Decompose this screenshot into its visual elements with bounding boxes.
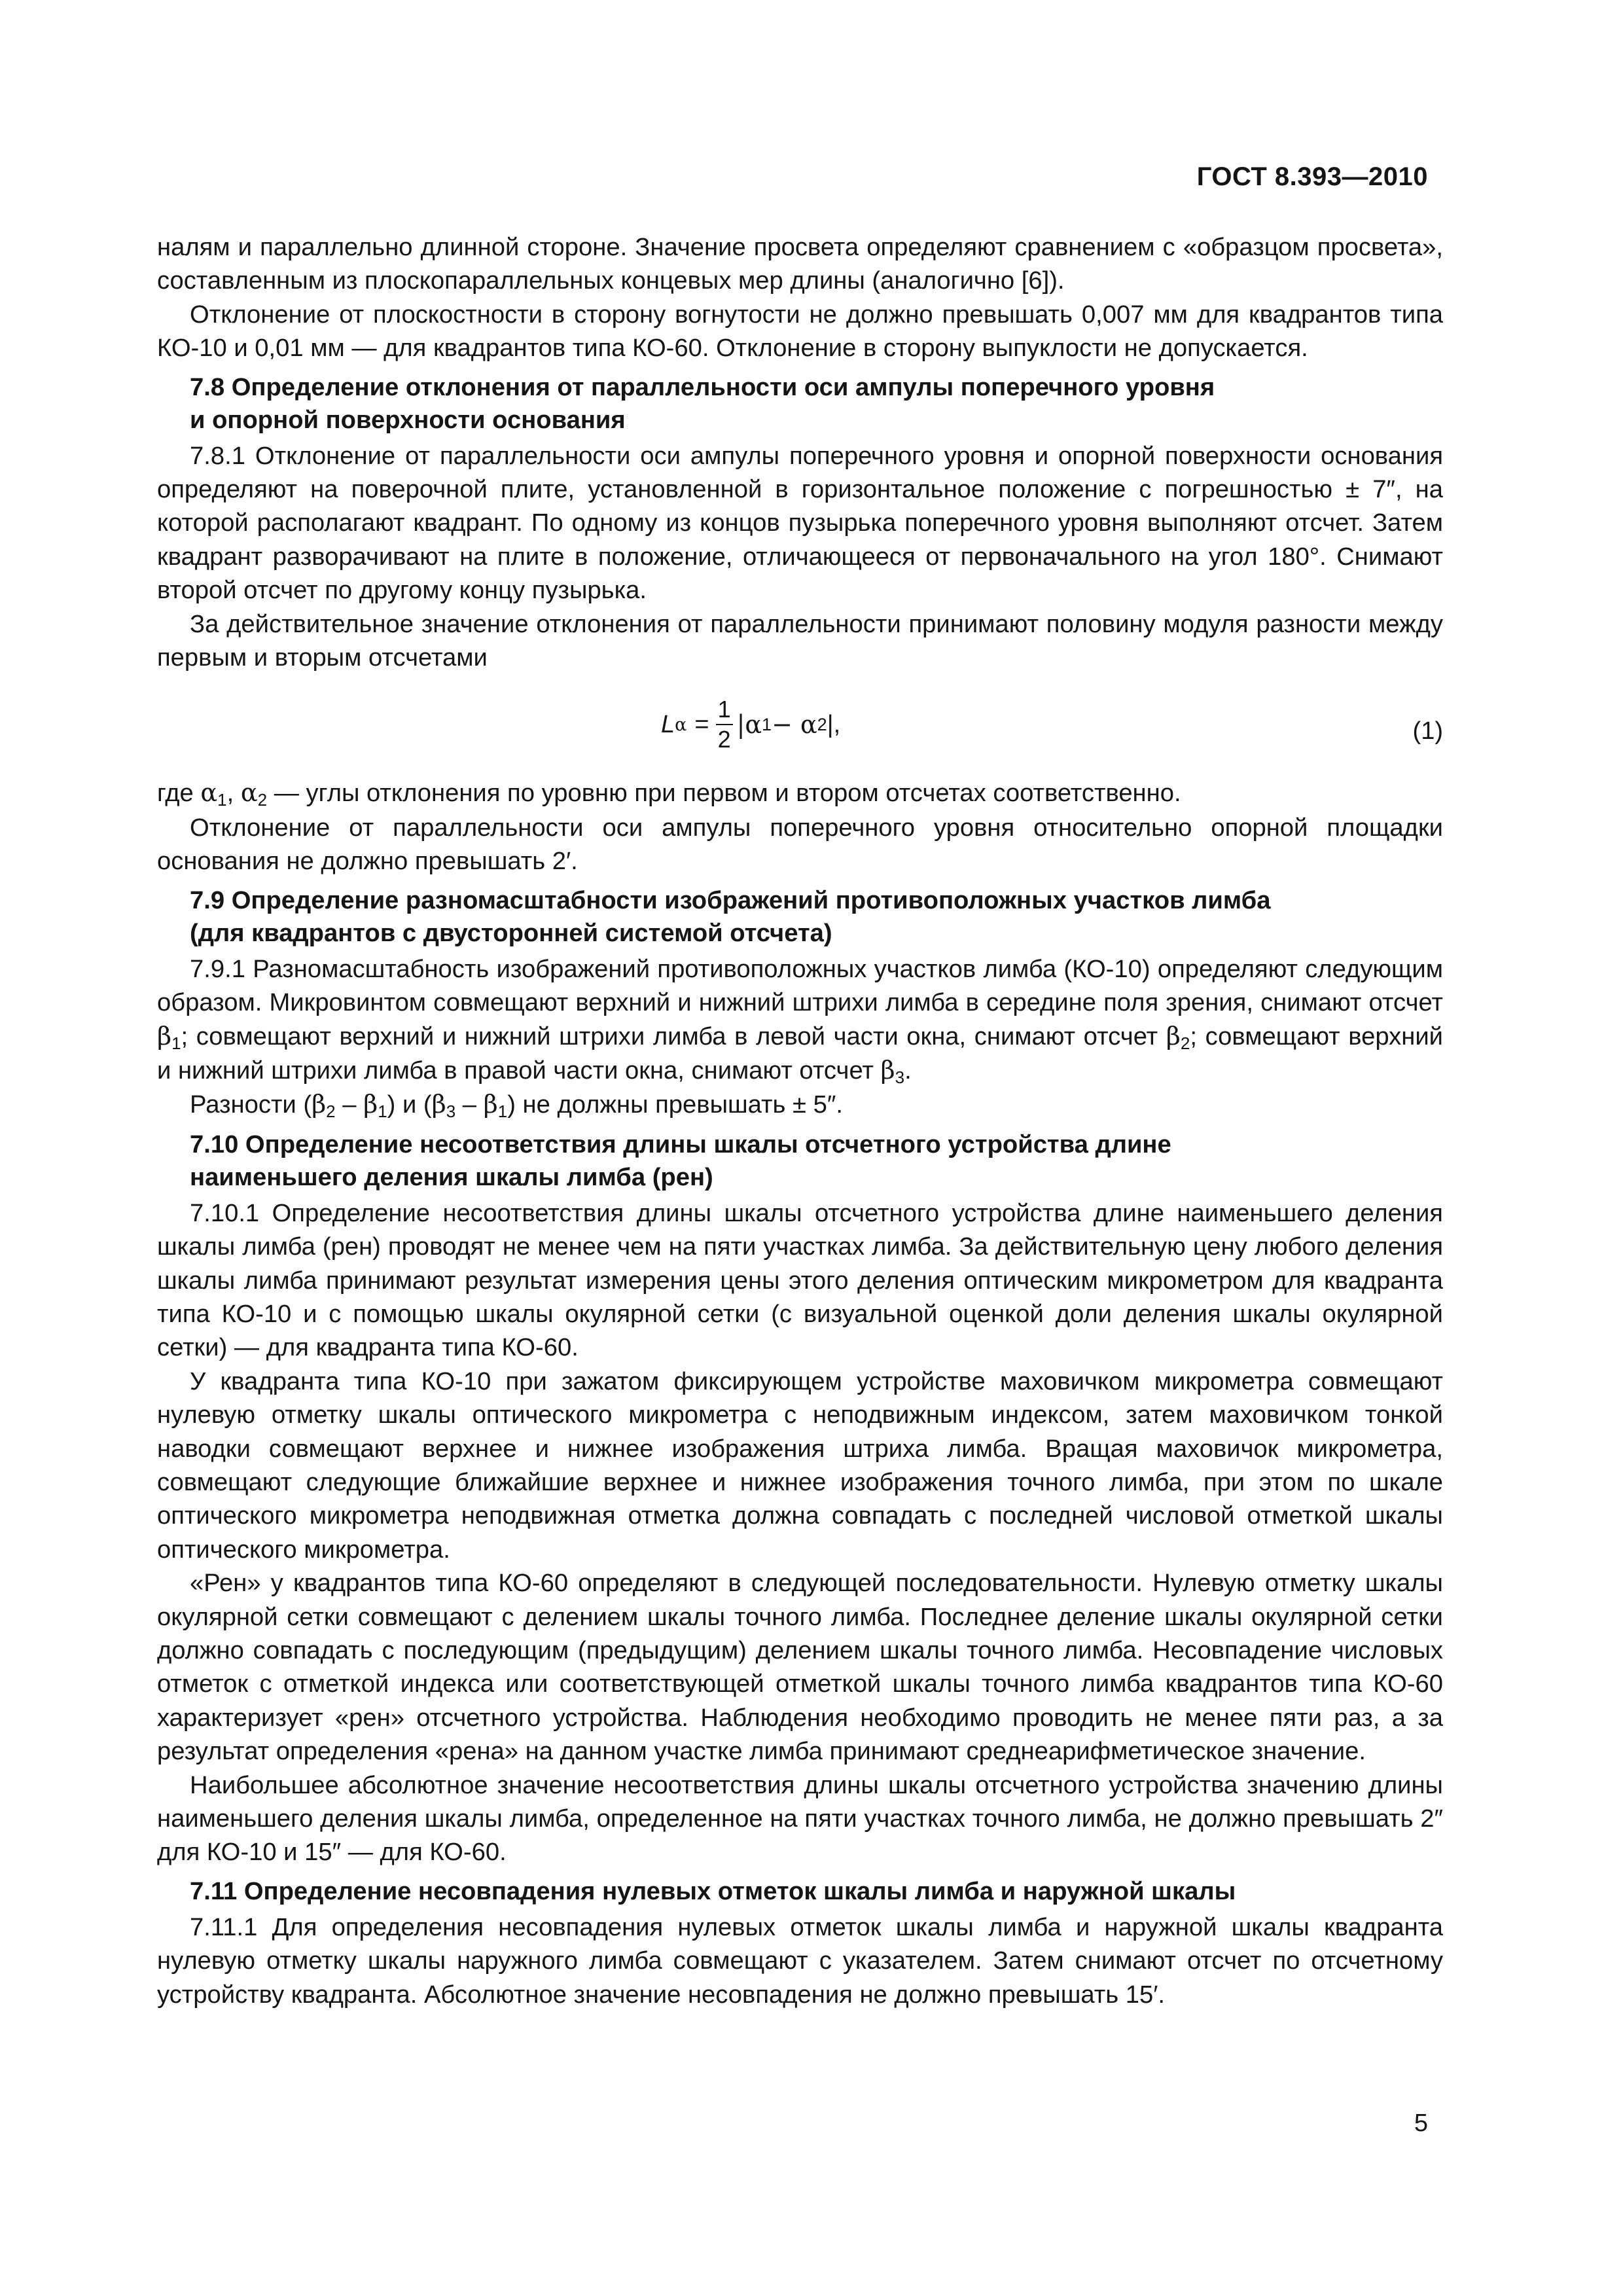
fraction-denominator: 2 [717,726,731,753]
document-number-header: ГОСТ 8.393—2010 [1196,162,1428,191]
paragraph-7-9-1 [157,952,1443,1088]
formula-sub-2: 2 [817,714,827,734]
beta-symbol: β [483,1090,498,1120]
alpha-symbol: α [240,779,258,808]
formula-fraction [716,695,733,754]
beta-symbol: β [431,1090,446,1120]
formula-number: (1) [1412,717,1443,745]
text-run: ; совмещают верхний и нижний штрихи лимба в правой части окна, снимают отсчет [157,1022,1443,1085]
document-body [157,230,1443,2011]
heading-line: 7.9 Определение разномасштабности изображений противоположных участков лимба [190,886,1271,914]
text-run: ; совмещают верхний и нижний штрихи лимба в левой части окна, снимают отсчет [181,1022,1166,1050]
paragraph-ren: «Рен» у квадрантов типа КО-60 определяют в следующей последовательности. Нулевую отметку шкалы окулярной сетки совмещают с делением шкалы точного лимба. Последнее деление шкалы окулярной сетки должно совпадать с последующим (предыдущим) делением шкалы точного лимба. Несовпадение числовых отметок с отметкой индекса или соответствующей отметкой шкалы точного лимба квадрантов типа КО-60 характеризует «рен» отсчетного устройства. Наблюдения необходимо проводить не менее пяти раз, а за результат определения «рена» на данном участке лимба принимают среднеарифметическое значение. [157,1569,1443,1766]
text-run: 7.9.1 Разномасштабность изображений противоположных участков лимба (КО-10) определяют следующим образом. Микровинтом совмещают верхний и нижний штрихи лимба в середине поля зрения, снимают отсчет [157,954,1443,1017]
beta-symbol: β [363,1090,378,1120]
paragraph-where [157,776,1443,810]
section-heading-7-10 [157,1128,1443,1194]
heading-line: 7.10 Определение несоответствия длины шкалы отсчетного устройства длине [190,1130,1171,1158]
paragraph-continuation: налям и параллельно длинной стороне. Значение просвета определяют сравнением с «образцом просвета», составленным из плоскопараллельных концевых мер длины (аналогично [6]). [157,233,1443,295]
paragraph-7-8-1: 7.8.1 Отклонение от параллельности оси ампулы поперечного уровня и опорной поверхности основания определяют на поверочной плите, установленной в горизонтальное положение с погрешностью ± 7″, на которой располагают квадрант. По одному из концов пузырька поперечного уровня выполняют отсчет. Затем квадрант разворачивают на плите в положение, отличающееся от первоначального на угол 180°. Снимают второй отсчет по другому концу пузырька. [157,441,1443,605]
subscript-2: 2 [1180,1033,1190,1053]
text-run: . [904,1056,912,1085]
formula-lhs: L [661,710,675,738]
formula-abs-open: |α [736,709,762,739]
section-heading-7-8 [157,371,1443,437]
paragraph-ko-10: У квадранта типа КО-10 при зажатом фиксирующем устройстве маховичком микрометра совмещают нулевую отметку шкалы оптического микрометра с неподвижным индексом, затем маховичком тонкой наводки совмещают верхнее и нижнее изображения штриха лимба. Вращая маховичок микрометра, совмещают следующие ближайшие верхнее и нижнее изображения точного лимба, при этом по шкале оптического микрометра неподвижная отметка должна совпадать с последней числовой отметкой шкалы оптического микрометра. [157,1367,1443,1564]
section-heading-7-9 [157,884,1443,950]
heading-line: 7.8 Определение отклонения от параллельности оси ампулы поперечного уровня [190,372,1215,401]
beta-symbol: β [157,1022,172,1051]
fraction-numerator: 1 [717,696,731,723]
beta-symbol: β [312,1090,327,1120]
heading-line: (для квадрантов с двусторонней системой отсчета) [190,918,832,947]
subscript-2: 2 [326,1102,336,1122]
paragraph-deviation-limit: Отклонение от параллельности оси ампулы поперечного уровня относительно опорной площадки основания не должно превышать 2′. [157,813,1443,876]
where-prefix: где [157,779,201,808]
paragraph-7-10-1: 7.10.1 Определение несоответствия длины шкалы отсчетного устройства длине наименьшего деления шкалы лимба (рен) проводят не менее чем на пяти участках лимба. За действительную цену любого деления шкалы лимба принимают результат измерения цены этого деления оптическим микрометром для квадранта типа КО-10 и с помощью шкалы окулярной сетки (с визуальной оценкой доли деления шкалы окулярной сетки) — для квадранта типа КО-60. [157,1198,1443,1362]
minus-sign: – [335,1090,364,1119]
paragraph-flatness: Отклонение от плоскостности в сторону вогнутости не должно превышать 0,007 мм для квадрантов типа КО-10 и 0,01 мм — для квадрантов типа КО-60. Отклонение в сторону выпуклости не допускается. [157,300,1443,363]
text-run: ) и ( [387,1090,432,1119]
minus-sign: – [455,1090,484,1119]
beta-symbol: β [880,1056,895,1085]
text-run: ) не должны превышать ± 5″. [507,1090,843,1119]
heading-line: 7.11 Определение несовпадения нулевых отметок шкалы лимба и наружной шкалы [190,1876,1236,1905]
subscript-1: 1 [217,790,227,810]
paragraph-actual-value: За действительное значение отклонения от параллельности принимают половину модуля разности между первым и вторым отсчетами [157,609,1443,672]
subscript-1: 1 [171,1033,181,1053]
formula-lhs-subscript: α [675,714,687,735]
subscript-1: 1 [497,1102,508,1122]
subscript-1: 1 [378,1102,387,1122]
heading-line: и опорной поверхности основания [190,405,626,434]
paragraph-7-11-1: 7.11.1 Для определения несовпадения нулевых отметок шкалы лимба и наружной шкалы квадранта нулевую отметку шкалы наружного лимба совмещают с указателем. Затем снимают отсчет по отсчетному устройству квадранта. Абсолютное значение несовпадения не должно превышать 15′. [157,1912,1443,2009]
formula-sub-1: 1 [762,714,772,734]
subscript-3: 3 [446,1102,456,1122]
alpha-symbol: α [200,779,218,808]
beta-symbol: β [1166,1022,1181,1051]
where-suffix: — углы отклонения по уровню при первом и втором отсчетах соответственно. [267,779,1181,808]
section-heading-7-11 [157,1875,1443,1908]
formula-equals: = [694,710,709,738]
heading-line: наименьшего деления шкалы лимба (рен) [190,1162,713,1191]
subscript-3: 3 [895,1067,905,1087]
paragraph-differences [157,1088,1443,1122]
subscript-2: 2 [257,790,268,810]
formula-expression [661,689,840,761]
page-number: 5 [1414,2109,1428,2137]
formula-1 [157,683,1443,770]
text-run: Разности ( [190,1090,312,1119]
separator: , [226,779,241,808]
formula-abs-close: |, [827,710,841,738]
paragraph-max-value: Наибольшее абсолютное значение несоответствия длины шкалы отсчетного устройства значению длины наименьшего деления шкалы лимба, определенное на пяти участках точного лимба, не должно превышать 2″ для КО-10 и 15″ — для КО-60. [157,1770,1443,1867]
formula-minus-alpha: − α [772,709,817,739]
